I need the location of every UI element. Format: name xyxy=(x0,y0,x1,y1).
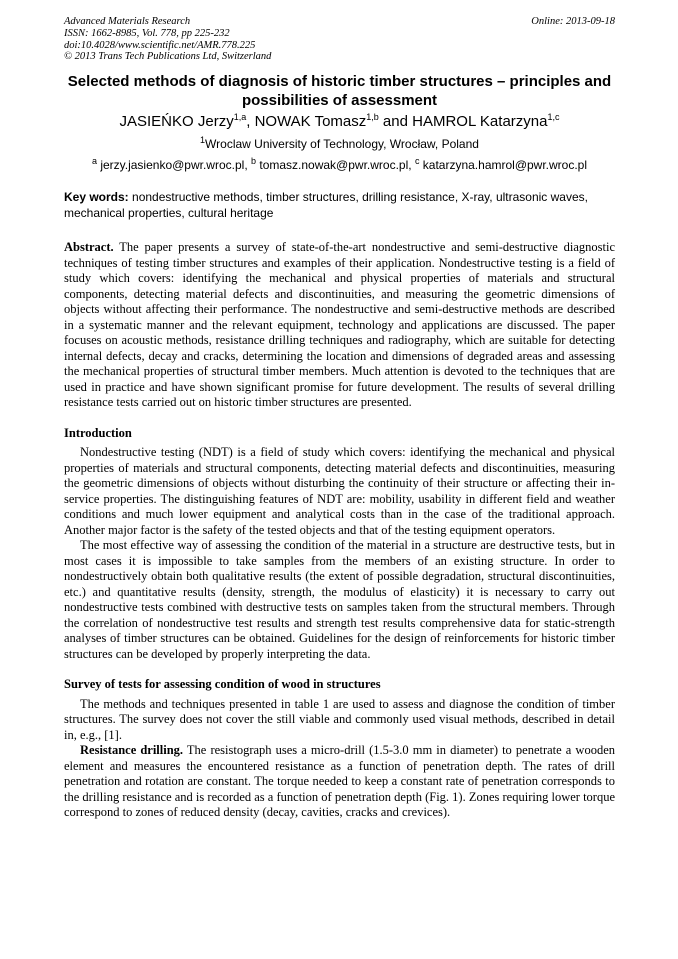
abstract xyxy=(64,240,615,411)
author-list xyxy=(64,111,615,133)
author-affiliation-mark: 1,a xyxy=(233,112,247,122)
section-heading-introduction: Introduction xyxy=(64,425,132,440)
paragraph: The most effective way of assessing the condition of the material in a structure are destructive tests, but in most cases it is impossible to take samples from the members of an existing structure. In order to nondestructively obtain both qualitative results (the extent of possible degradation, structural discontinuities, etc.) and quantitative results (density, strength, the modulus of elasticity) it is necessary to carry out nondestructive tests combined with destructive tests on samples taken from the structural members. Through the correlation of nondestructive test results and strength test results comprehensive data for static-strength analyses of timber structures can be obtained. Guidelines for the design of reinforcements for historic timber structures can be developed by properly interpreting the data. xyxy=(64,538,615,661)
issn-line: ISSN: 1662-8985, Vol. 778, pp 225-232 xyxy=(64,27,230,39)
affiliation-text: Wroclaw University of Technology, Wrocław, Poland xyxy=(205,137,479,151)
author-name: NOWAK Tomasz xyxy=(254,113,367,130)
paragraph-resistance-drilling xyxy=(64,743,615,821)
runin-heading: Resistance drilling. xyxy=(80,743,184,757)
author-emails: $^a$ jerzy.jasienko@pwr.wroc.pl, $^b$ tomasz.nowak@pwr.wroc.pl, $^c$ katarzyna.hamrol@pwr.wroc.pl xyxy=(91,156,588,172)
runin-text: The resistograph uses a micro-drill (1.5-3.0 mm in diameter) to penetrate a wooden element and measures the encountered resistance as a function of penetration depth. The rates of drill penetration and rotation are constant. The torque needed to keep a constant rate of penetration corresponds to the drilling resistance and is recorded as a function of penetration depth (Fig. 1). Zones requiring lower torque correspond to zones of reduced density (decay, cavities, cracks and crevices). xyxy=(64,743,615,819)
email-mark: a xyxy=(91,156,97,166)
author-separator: and xyxy=(378,113,413,130)
author-name: HAMROL Katarzyna xyxy=(412,113,548,130)
email-address[interactable]: jerzy.jasienko@pwr.wroc.pl xyxy=(100,158,245,172)
doi-line: doi:10.4028/www.scientific.net/AMR.778.225 xyxy=(64,39,256,51)
email-address[interactable]: katarzyna.hamrol@pwr.wroc.pl xyxy=(422,158,588,172)
abstract-text: The paper presents a survey of state-of-the-art nondestructive and semi-destructive diagnostic techniques of testing timber structures and examples of their application. Nondestructive testing is a field of study which covers: identifying the mechanical and physical properties of materials and structural components, detecting material defects and discontinuities, and measuring the geometric dimensions of objects without affecting their performance. The nondestructive and semi-destructive methods are described in a systematic manner and the relevant equipment, technology and applications are discussed. The paper focuses on acoustic methods, resistance drilling techniques and radiography, which are suitable for detecting internal defects, decay and cracks, determining the location and dimensions of degraded areas and assessing the mechanical properties of structural timber members. Much attention is devoted to the techniques that are used in practice and have shown significant promise for future development. The results of several drilling resistance tests carried out on historic timber structures are presented. xyxy=(64,240,615,409)
section-body-survey xyxy=(64,697,615,821)
section-body-introduction xyxy=(64,445,615,662)
paper-page xyxy=(64,16,615,821)
email-mark: c xyxy=(414,156,420,166)
online-date: Online: 2013-09-18 xyxy=(531,16,615,27)
author-affiliation-mark: 1,b xyxy=(366,112,379,122)
copyright-line: © 2013 Trans Tech Publications Ltd, Switzerland xyxy=(64,51,272,63)
section-heading-survey: Survey of tests for assessing condition of wood in structures xyxy=(64,677,381,691)
affiliation-mark: 1 xyxy=(200,135,206,145)
email-address[interactable]: tomasz.nowak@pwr.wroc.pl xyxy=(259,158,409,172)
keywords-label: Key words: xyxy=(64,190,129,204)
author-separator: , xyxy=(246,113,255,130)
paper-title: Selected methods of diagnosis of historic timber structures – principles and possibilities of assessment xyxy=(67,73,612,109)
journal-name: Advanced Materials Research xyxy=(64,16,191,27)
affiliation xyxy=(64,135,615,153)
keywords xyxy=(64,190,615,221)
keywords-text: nondestructive methods, timber structures, drilling resistance, X-ray, ultrasonic waves, mechanical properties, cultural heritage xyxy=(64,190,588,220)
author-name: JASIEŃKO Jerzy xyxy=(119,113,234,130)
journal-header xyxy=(64,16,615,64)
email-mark: b xyxy=(251,156,257,166)
paragraph: The methods and techniques presented in table 1 are used to assess and diagnose the condition of timber structures. The survey does not cover the still viable and commonly used visual methods, described in detail in, e.g., [1]. xyxy=(64,696,615,742)
author-affiliation-mark: 1,c xyxy=(547,112,560,122)
abstract-label: Abstract. xyxy=(64,240,114,254)
paragraph: Nondestructive testing (NDT) is a field of study which covers: identifying the mechanical and physical properties of materials and structural components, detecting material defects and discontinuities, measuring the geometric dimensions of objects without disturbing the continuity of their structure or affecting their in-service properties. The distinguishing features of NDT are: mobility, usability in different field and weather conditions and much lower equipment and analytical costs than in the case of the traditional approach. Another major factor is the safety of the tested objects and that of the testing equipment operators. xyxy=(64,445,615,537)
